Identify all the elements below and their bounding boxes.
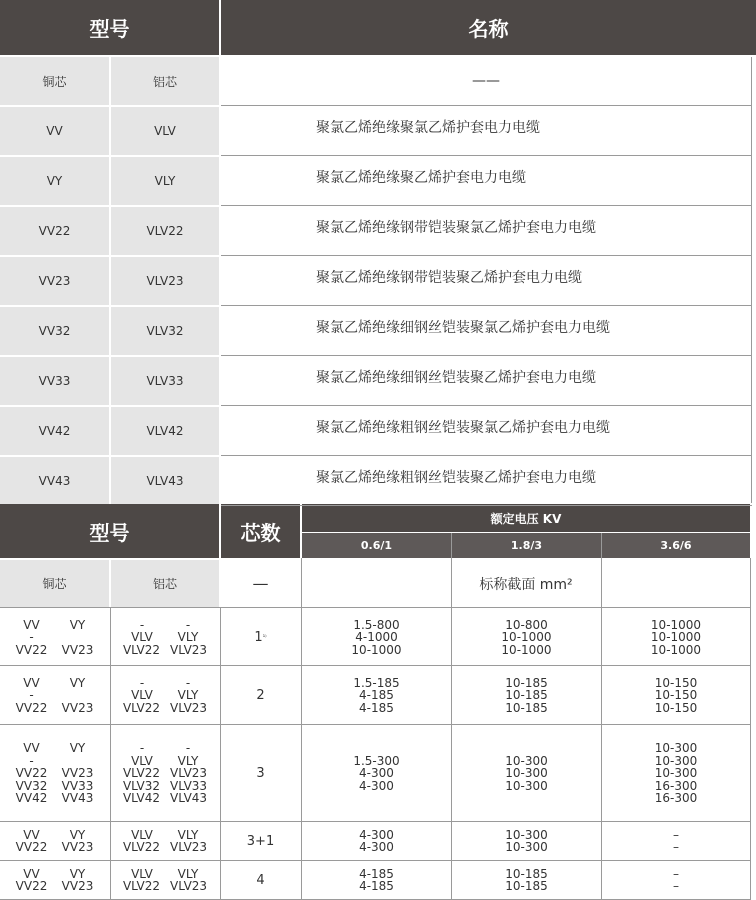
section-cell-v1 <box>302 609 451 666</box>
copper-model-cell: VV42 <box>15 791 48 806</box>
aluminum-model-cell: - <box>185 741 191 756</box>
section-value: 10-185 <box>505 675 548 690</box>
cores-cell <box>221 726 300 821</box>
section-value: 10-300 <box>505 766 548 781</box>
grid-line <box>0 607 751 608</box>
copper-model-cell: - <box>29 688 34 703</box>
aluminum-models-cell <box>111 667 219 724</box>
sub-copper-2: 铜芯 <box>0 560 109 607</box>
aluminum-model-cell: VLV <box>131 827 153 842</box>
aluminum-model-cell: - <box>139 741 145 756</box>
section-value: 10-1000 <box>501 642 552 657</box>
copper-model-cell: VV32 <box>15 778 48 793</box>
copper-model-cell: - <box>29 753 34 768</box>
section-value: 10-1000 <box>650 617 702 632</box>
section-value: 10-1000 <box>650 630 702 645</box>
aluminum-model: VLV43 <box>111 457 219 505</box>
section-value: 4-300 <box>359 766 394 781</box>
section-value: 4-300 <box>359 778 394 793</box>
cable-name: 聚氯乙烯绝缘聚氯乙烯护套电力电缆 <box>221 107 751 155</box>
aluminum-model: VLY <box>111 157 219 205</box>
copper-model-cell: VV <box>23 827 40 842</box>
grid-line <box>110 607 111 900</box>
grid-line <box>451 533 452 900</box>
grid-line <box>0 724 751 725</box>
grid-line <box>301 558 302 900</box>
aluminum-model: VLV22 <box>111 207 219 255</box>
copper-model-cell: VV <box>23 675 40 690</box>
section-value: 4-300 <box>359 840 394 854</box>
aluminum-model-cell: - <box>139 617 145 632</box>
aluminum-model-cell: VLV <box>131 630 153 645</box>
copper-model-cell <box>60 689 96 702</box>
copper-model-cell: VV43 <box>61 791 94 806</box>
cable-name: 聚氯乙烯绝缘细钢丝铠装聚氯乙烯护套电力电缆 <box>221 307 751 355</box>
section-cell-v3 <box>602 822 750 860</box>
aluminum-model-cell: VLV33 <box>170 778 208 793</box>
section-value: 4-300 <box>359 827 394 842</box>
section-value: 10-1000 <box>650 642 702 657</box>
section-cell-v3 <box>602 861 750 899</box>
aluminum-model-cell: VLV <box>131 688 153 703</box>
section-value: 4-185 <box>359 700 394 715</box>
section-cell-v2 <box>452 667 601 724</box>
copper-model: VV22 <box>0 207 109 255</box>
aluminum-model-cell: VLV22 <box>122 642 160 657</box>
cores-value: 3 <box>256 766 265 781</box>
grid-line <box>0 860 751 861</box>
grid-line <box>221 505 752 506</box>
aluminum-model-cell: VLV23 <box>170 879 208 893</box>
copper-model: VV <box>0 107 109 155</box>
copper-model-cell: VV <box>23 617 40 632</box>
copper-models-cell <box>0 861 109 899</box>
copper-model-cell: VY <box>69 866 86 881</box>
cores-value: 1 <box>254 630 263 645</box>
section-value: 10-300 <box>505 778 548 793</box>
grid-line <box>750 558 751 900</box>
aluminum-models-cell <box>111 861 219 899</box>
section-value: 10-1000 <box>501 630 552 645</box>
section-value: 4-1000 <box>355 630 398 645</box>
header-model: 型号 <box>0 0 219 55</box>
section-cell-v1 <box>302 861 451 899</box>
grid-line <box>221 255 752 256</box>
section-value: – <box>673 840 679 854</box>
aluminum-model-cell: VLV23 <box>170 840 208 854</box>
sub-aluminum: 铝芯 <box>111 57 219 105</box>
section-value: 10-185 <box>505 700 548 715</box>
copper-model-cell: VV22 <box>15 879 48 893</box>
aluminum-model-cell: - <box>139 675 145 690</box>
aluminum-models-cell <box>111 726 219 821</box>
aluminum-model: VLV23 <box>111 257 219 305</box>
copper-models-cell <box>0 609 109 666</box>
copper-model-cell: VV <box>23 866 40 881</box>
aluminum-models-cell <box>111 822 219 860</box>
copper-models-cell <box>0 667 109 724</box>
section-cell-v1 <box>302 667 451 724</box>
aluminum-model-cell: VLV23 <box>170 700 208 715</box>
section-value: 1.5-300 <box>353 753 400 768</box>
copper-model: VV32 <box>0 307 109 355</box>
copper-model: VV43 <box>0 457 109 505</box>
section-value: 10-150 <box>654 688 698 703</box>
aluminum-model-cell: - <box>185 617 191 632</box>
grid-line <box>221 355 752 356</box>
section-value: 10-300 <box>654 753 698 768</box>
copper-model-cell: VV22 <box>15 766 48 781</box>
aluminum-model-cell: VLY <box>177 630 199 645</box>
cores-value: 2 <box>256 688 265 703</box>
voltage-0-6-1: 0.6/1 <box>302 533 451 558</box>
section-value: 10-800 <box>505 617 548 632</box>
copper-model-cell: VV22 <box>15 840 48 854</box>
sub-section: 标称截面 mm² <box>302 560 750 607</box>
section-value: 4-185 <box>359 879 394 893</box>
copper-model: VV23 <box>0 257 109 305</box>
aluminum-model-cell: - <box>185 675 191 690</box>
section-value: 10-150 <box>654 675 698 690</box>
cable-name: 聚氯乙烯绝缘聚乙烯护套电力电缆 <box>221 157 751 205</box>
grid-line <box>221 105 752 106</box>
grid-line <box>221 205 752 206</box>
cores-value: 4 <box>256 872 265 888</box>
section-value: 10-150 <box>654 700 698 715</box>
grid-line <box>221 455 752 456</box>
section-cell-v2 <box>452 822 601 860</box>
section-cell-v2 <box>452 609 601 666</box>
section-cell-v2 <box>452 861 601 899</box>
grid-line <box>0 821 751 822</box>
section-value: 10-300 <box>654 766 698 781</box>
copper-model-cell <box>60 631 96 644</box>
aluminum-model-cell: VLY <box>177 866 199 881</box>
section-cell-v2 <box>452 726 601 821</box>
header-voltage: 额定电压 KV <box>302 504 750 532</box>
aluminum-model-cell: VLV22 <box>122 766 160 781</box>
aluminum-model: VLV <box>111 107 219 155</box>
aluminum-model-cell: VLV43 <box>170 791 208 806</box>
grid-line <box>220 607 221 900</box>
aluminum-models-cell <box>111 609 219 666</box>
copper-model-cell: VV23 <box>61 642 94 657</box>
voltage-1-8-3: 1.8/3 <box>452 533 601 558</box>
section-cell-v1 <box>302 726 451 821</box>
section-cell-v3 <box>602 726 750 821</box>
section-cell-v3 <box>602 609 750 666</box>
section-value: 16-300 <box>654 791 698 806</box>
aluminum-model: VLV32 <box>111 307 219 355</box>
grid-line <box>0 665 751 666</box>
sub-cores: — <box>221 560 300 607</box>
copper-models-cell <box>0 822 109 860</box>
section-value: 10-185 <box>505 879 548 893</box>
section-value: – <box>673 879 679 893</box>
aluminum-model-cell: VLV22 <box>122 700 160 715</box>
aluminum-model-cell: VLV <box>131 866 153 881</box>
copper-model-cell: VY <box>69 675 86 690</box>
sub-aluminum-2: 铝芯 <box>111 560 219 607</box>
header-model-2: 型号 <box>0 504 219 558</box>
copper-model-cell: VV22 <box>15 642 48 657</box>
copper-model: VY <box>0 157 109 205</box>
aluminum-model-cell: VLV23 <box>170 642 208 657</box>
header-cores: 芯数 <box>221 504 300 558</box>
section-value: 10-300 <box>654 741 698 756</box>
section-cell-v1 <box>302 822 451 860</box>
section-value: 1.5-800 <box>353 617 400 632</box>
aluminum-model-cell: VLV32 <box>122 778 160 793</box>
grid-line <box>601 533 602 900</box>
section-value: 4-185 <box>359 866 394 881</box>
sub-copper: 铜芯 <box>0 57 109 105</box>
aluminum-model-cell: VLY <box>177 827 199 842</box>
section-value: 16-300 <box>654 778 698 793</box>
section-value: 1.5-185 <box>353 675 400 690</box>
section-value: 10-300 <box>505 840 548 854</box>
section-value: 10-300 <box>505 753 548 768</box>
aluminum-model: VLV33 <box>111 357 219 405</box>
cores-value: 3+1 <box>246 833 275 849</box>
copper-model-cell: VV23 <box>61 700 94 715</box>
aluminum-model-cell: VLV23 <box>170 766 208 781</box>
copper-model: VV42 <box>0 407 109 455</box>
copper-models-cell <box>0 726 109 821</box>
copper-model-cell: - <box>29 630 34 645</box>
sub-name: —— <box>221 57 751 105</box>
cable-name: 聚氯乙烯绝缘钢带铠装聚乙烯护套电力电缆 <box>221 257 751 305</box>
copper-model-cell: VY <box>69 617 86 632</box>
section-value: – <box>673 827 679 842</box>
copper-model-cell: VV23 <box>61 840 94 854</box>
cores-cell <box>221 609 300 666</box>
section-value: 4-185 <box>359 688 394 703</box>
aluminum-model-cell: VLV22 <box>122 840 160 854</box>
copper-model: VV33 <box>0 357 109 405</box>
copper-model-cell: VY <box>69 827 86 842</box>
cores-cell <box>221 861 300 899</box>
aluminum-model-cell: VLV <box>131 753 153 768</box>
aluminum-model-cell: VLV22 <box>122 879 160 893</box>
grid-line <box>221 155 752 156</box>
header-name: 名称 <box>221 0 756 55</box>
copper-model-cell: VV33 <box>61 778 94 793</box>
section-value: 10-300 <box>505 827 548 842</box>
copper-model-cell: VV <box>23 741 40 756</box>
voltage-3-6-6: 3.6/6 <box>602 533 750 558</box>
copper-model-cell: VV23 <box>61 879 94 893</box>
grid-line <box>751 57 752 503</box>
cable-name: 聚氯乙烯绝缘粗钢丝铠装聚氯乙烯护套电力电缆 <box>221 407 751 455</box>
section-value: 10-185 <box>505 866 548 881</box>
cores-cell <box>221 667 300 724</box>
copper-model-cell: VV23 <box>61 766 94 781</box>
copper-model-cell: VY <box>69 741 86 756</box>
section-value: – <box>673 866 679 881</box>
cores-footnote: ¹⁾ <box>262 634 267 641</box>
cores-cell <box>221 822 300 860</box>
cable-name: 聚氯乙烯绝缘细钢丝铠装聚乙烯护套电力电缆 <box>221 357 751 405</box>
grid-line <box>221 305 752 306</box>
cable-name: 聚氯乙烯绝缘粗钢丝铠装聚乙烯护套电力电缆 <box>221 457 751 505</box>
section-value: 10-1000 <box>351 642 402 657</box>
section-value: 10-185 <box>505 688 548 703</box>
section-cell-v3 <box>602 667 750 724</box>
aluminum-model-cell: VLY <box>177 688 199 703</box>
aluminum-model: VLV42 <box>111 407 219 455</box>
grid-line <box>221 405 752 406</box>
cable-name: 聚氯乙烯绝缘钢带铠装聚氯乙烯护套电力电缆 <box>221 207 751 255</box>
aluminum-model-cell: VLY <box>177 753 199 768</box>
copper-model-cell: VV22 <box>15 700 48 715</box>
aluminum-model-cell: VLV42 <box>122 791 160 806</box>
